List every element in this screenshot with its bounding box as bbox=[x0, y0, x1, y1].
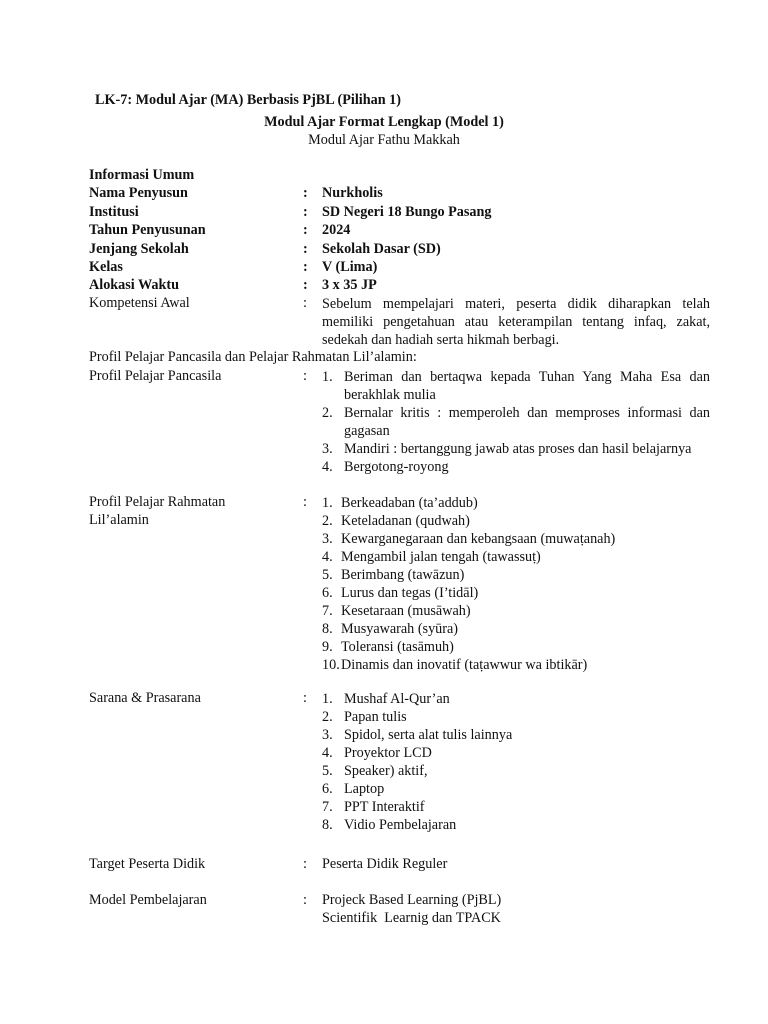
list-item bbox=[322, 584, 710, 602]
section-label: Profil Pelajar Pancasila bbox=[89, 368, 222, 384]
colon: : bbox=[303, 259, 308, 275]
sarana-list bbox=[322, 690, 710, 834]
colon: : bbox=[303, 241, 308, 257]
colon: : bbox=[303, 368, 307, 384]
profil-heading: Profil Pelajar Pancasila dan Pelajar Rahmatan Lil’alamin: bbox=[89, 349, 417, 365]
field-label: Tahun Penyusunan bbox=[89, 222, 206, 238]
item-text: Toleransi (tasāmuh) bbox=[341, 639, 454, 655]
list-item bbox=[322, 638, 710, 656]
item-number: 6. bbox=[322, 781, 333, 797]
item-text: Vidio Pembelajaran bbox=[344, 817, 457, 833]
field-label: Model Pembelajaran bbox=[89, 892, 207, 908]
item-text: Keteladanan (qudwah) bbox=[341, 513, 470, 529]
item-text: Musyawarah (syūra) bbox=[341, 621, 459, 637]
item-number: 5. bbox=[322, 567, 333, 583]
field-label: Institusi bbox=[89, 204, 139, 220]
section-label: Sarana & Prasarana bbox=[89, 690, 201, 706]
list-item bbox=[322, 404, 710, 440]
colon: : bbox=[303, 295, 307, 311]
item-number: 8. bbox=[322, 621, 333, 637]
field-label: Target Peserta Didik bbox=[89, 856, 206, 872]
list-item bbox=[322, 744, 710, 762]
section-informasi-umum: Informasi Umum bbox=[89, 167, 195, 183]
item-number: 9. bbox=[322, 639, 333, 655]
colon: : bbox=[303, 856, 307, 872]
list-item bbox=[322, 440, 710, 458]
list-item bbox=[322, 602, 710, 620]
field-value: 3 x 35 JP bbox=[322, 277, 377, 293]
item-number: 2. bbox=[322, 709, 333, 725]
item-text: Bergotong-royong bbox=[344, 459, 449, 475]
item-number: 3. bbox=[322, 531, 333, 547]
kompetensi-text: Sebelum mempelajari materi, peserta didik diharapkan telah memiliki pengetahuan atau keterampilan tentang infaq, zakat, sedekah dan hadiah serta hikmah berbagi. bbox=[322, 296, 710, 348]
document-subtitle: Modul Ajar Fathu Makkah bbox=[308, 132, 460, 148]
item-number: 1. bbox=[322, 369, 333, 385]
list-item bbox=[322, 566, 710, 584]
item-text: Mushaf Al-Qur’an bbox=[344, 691, 450, 707]
item-number: 4. bbox=[322, 549, 333, 565]
field-label: Kompetensi Awal bbox=[89, 295, 190, 311]
colon: : bbox=[303, 277, 308, 293]
field-value: Peserta Didik Reguler bbox=[322, 856, 448, 872]
field-label: Jenjang Sekolah bbox=[89, 241, 189, 257]
item-text: Laptop bbox=[344, 781, 385, 797]
field-label: Alokasi Waktu bbox=[89, 277, 180, 293]
colon: : bbox=[303, 892, 307, 908]
field-label: Kelas bbox=[89, 259, 123, 275]
list-item bbox=[322, 656, 710, 674]
item-text: Dinamis dan inovatif (taṭawwur wa ibtikār) bbox=[341, 657, 588, 673]
list-item bbox=[322, 726, 710, 744]
item-number: 5. bbox=[322, 763, 333, 779]
list-item bbox=[322, 458, 710, 476]
item-number: 3. bbox=[322, 727, 333, 743]
lk-title: LK-7: Modul Ajar (MA) Berbasis PjBL (Pilihan 1) bbox=[95, 92, 401, 108]
item-number: 4. bbox=[322, 459, 333, 475]
field-value: SD Negeri 18 Bungo Pasang bbox=[322, 204, 492, 220]
field-value-line2: Scientifik Learnig dan TPACK bbox=[322, 910, 501, 926]
item-number: 4. bbox=[322, 745, 333, 761]
section-label-line1: Profil Pelajar Rahmatan bbox=[89, 494, 226, 510]
field-value: 2024 bbox=[322, 222, 351, 238]
field-value-line1: Projeck Based Learning (PjBL) bbox=[322, 892, 502, 908]
list-item bbox=[322, 690, 710, 708]
colon: : bbox=[303, 690, 307, 706]
item-number: 1. bbox=[322, 495, 333, 511]
colon: : bbox=[303, 222, 308, 238]
item-number: 8. bbox=[322, 817, 333, 833]
item-number: 2. bbox=[322, 513, 333, 529]
item-text: Berimbang (tawāzun) bbox=[341, 567, 465, 583]
field-value: Nurkholis bbox=[322, 185, 383, 201]
item-number: 7. bbox=[322, 603, 333, 619]
list-item bbox=[322, 816, 710, 834]
item-text: Beriman dan bertaqwa kepada Tuhan Yang Maha Esa dan berakhlak mulia bbox=[344, 369, 710, 403]
item-text: PPT Interaktif bbox=[344, 799, 425, 815]
list-item bbox=[322, 708, 710, 726]
item-number: 2. bbox=[322, 405, 333, 421]
list-item bbox=[322, 620, 710, 638]
pancasila-list bbox=[322, 368, 710, 476]
colon: : bbox=[303, 204, 308, 220]
field-value: Sekolah Dasar (SD) bbox=[322, 241, 441, 257]
item-text: Kewarganegaraan dan kebangsaan (muwaṭanah) bbox=[341, 531, 616, 547]
list-item bbox=[322, 368, 710, 404]
field-value: V (Lima) bbox=[322, 259, 378, 275]
item-text: Mandiri : bertanggung jawab atas proses dan hasil belajarnya bbox=[344, 441, 692, 457]
item-number: 7. bbox=[322, 799, 333, 815]
item-number: 1. bbox=[322, 691, 333, 707]
item-number: 6. bbox=[322, 585, 333, 601]
list-item bbox=[322, 530, 710, 548]
item-text: Kesetaraan (musāwah) bbox=[341, 603, 471, 619]
colon: : bbox=[303, 494, 307, 510]
list-item bbox=[322, 512, 710, 530]
list-item bbox=[322, 780, 710, 798]
item-text: Mengambil jalan tengah (tawassuṭ) bbox=[341, 549, 541, 565]
item-text: Berkeadaban (ta’addub) bbox=[341, 495, 478, 511]
document-title: Modul Ajar Format Lengkap (Model 1) bbox=[264, 114, 504, 130]
item-number: 3. bbox=[322, 441, 333, 457]
list-item bbox=[322, 548, 710, 566]
section-label-line2: Lil’alamin bbox=[89, 512, 149, 528]
item-text: Proyektor LCD bbox=[344, 745, 432, 761]
item-text: Speaker) aktif, bbox=[344, 763, 428, 779]
item-number: 10. bbox=[322, 657, 340, 673]
item-text: Spidol, serta alat tulis lainnya bbox=[344, 727, 513, 743]
list-item bbox=[322, 494, 710, 512]
list-item bbox=[322, 798, 710, 816]
rahmatan-list bbox=[322, 494, 710, 674]
item-text: Lurus dan tegas (I’tidāl) bbox=[341, 585, 479, 601]
list-item bbox=[322, 762, 710, 780]
field-label: Nama Penyusun bbox=[89, 185, 188, 201]
colon: : bbox=[303, 185, 308, 201]
item-text: Bernalar kritis : memperoleh dan memproses informasi dan gagasan bbox=[344, 405, 710, 439]
item-text: Papan tulis bbox=[344, 709, 407, 725]
